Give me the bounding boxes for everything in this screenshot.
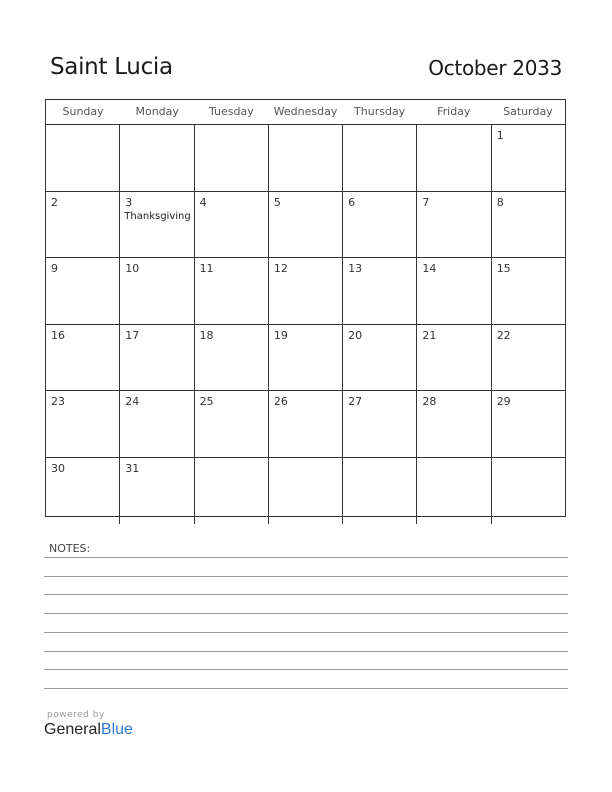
day-cell	[46, 391, 119, 457]
brand-general: General	[44, 721, 101, 738]
day-cell	[194, 458, 268, 524]
day-cell	[119, 391, 193, 457]
day-cell	[268, 325, 342, 391]
calendar-week-row	[46, 125, 565, 191]
notes-line	[44, 632, 568, 633]
day-number: 13	[348, 262, 363, 276]
day-cell	[46, 192, 119, 258]
day-cell	[342, 458, 416, 524]
day-number: 25	[199, 395, 214, 409]
day-cell	[46, 125, 119, 191]
day-number: 4	[199, 195, 207, 209]
day-cell	[342, 192, 416, 258]
day-cell	[119, 258, 193, 324]
calendar-week-row	[46, 457, 565, 524]
calendar-week-row	[46, 324, 565, 391]
weekday-header-row	[46, 100, 565, 125]
day-number: 23	[51, 395, 65, 409]
day-number: 10	[125, 262, 140, 276]
day-number: 19	[273, 328, 288, 342]
day-number: 18	[199, 328, 214, 342]
day-cell	[119, 192, 193, 258]
day-cell	[119, 325, 193, 391]
day-number: 29	[496, 395, 511, 409]
day-number: 21	[422, 328, 437, 342]
day-cell	[491, 391, 565, 457]
calendar-week-row	[46, 191, 565, 258]
weekday-tuesday: Tuesday	[208, 105, 254, 118]
holiday-label: Thanksgiving	[124, 210, 191, 222]
month-year-title: October 2033	[428, 56, 562, 80]
day-cell	[268, 391, 342, 457]
day-number: 20	[348, 328, 363, 342]
day-cell	[491, 192, 565, 258]
weekday-friday: Friday	[437, 105, 471, 118]
day-cell	[119, 125, 193, 191]
weekday-saturday: Saturday	[503, 105, 553, 118]
day-number: 12	[273, 262, 288, 276]
notes-label: NOTES:	[49, 542, 91, 555]
day-number: 31	[125, 461, 140, 475]
day-number: 1	[496, 129, 504, 142]
day-number: 7	[422, 195, 430, 209]
day-number: 3	[125, 195, 133, 209]
day-cell	[268, 458, 342, 524]
day-cell	[119, 458, 193, 524]
day-cell	[194, 391, 268, 457]
day-cell	[194, 258, 268, 324]
calendar-week-row	[46, 257, 565, 324]
day-cell	[416, 325, 490, 391]
day-number: 15	[496, 262, 511, 276]
brand-logo[interactable]	[44, 721, 133, 739]
day-number: 9	[51, 262, 58, 276]
day-cell	[416, 258, 490, 324]
day-cell	[491, 125, 565, 191]
brand-blue: Blue	[100, 721, 133, 738]
day-cell	[46, 258, 119, 324]
day-number: 17	[125, 328, 140, 342]
day-number: 14	[422, 262, 437, 276]
day-number: 24	[125, 395, 140, 409]
day-number: 16	[51, 328, 65, 342]
day-cell	[416, 125, 490, 191]
day-cell	[268, 192, 342, 258]
notes-line	[44, 594, 568, 595]
day-number: 27	[348, 395, 363, 409]
day-number: 26	[273, 395, 288, 409]
day-cell	[342, 325, 416, 391]
calendar-grid	[45, 99, 566, 517]
day-number: 11	[199, 262, 214, 276]
day-number: 28	[422, 395, 437, 409]
day-cell	[342, 391, 416, 457]
day-cell	[491, 325, 565, 391]
weekday-monday: Monday	[135, 105, 179, 118]
day-cell	[491, 258, 565, 324]
notes-line	[44, 651, 568, 652]
day-cell	[194, 125, 268, 191]
country-title: Saint Lucia	[50, 54, 173, 80]
day-cell	[416, 192, 490, 258]
day-cell	[46, 458, 119, 524]
notes-line	[44, 613, 568, 614]
day-cell	[416, 458, 490, 524]
powered-by-text: powered by	[47, 710, 105, 720]
day-cell	[268, 258, 342, 324]
notes-line	[44, 669, 568, 670]
weekday-sunday: Sunday	[62, 105, 104, 118]
day-cell	[194, 192, 268, 258]
day-number: 5	[273, 195, 281, 209]
day-number: 6	[348, 195, 356, 209]
day-cell	[342, 258, 416, 324]
day-cell	[268, 125, 342, 191]
notes-line	[44, 688, 568, 689]
day-cell	[416, 391, 490, 457]
day-number: 8	[496, 195, 504, 209]
day-cell	[194, 325, 268, 391]
day-number: 2	[51, 195, 58, 209]
weekday-wednesday: Wednesday	[273, 105, 338, 118]
day-cell	[491, 458, 565, 524]
calendar-week-row	[46, 390, 565, 457]
day-number: 30	[51, 461, 65, 475]
day-cell	[342, 125, 416, 191]
day-number: 22	[496, 328, 511, 342]
day-cell	[46, 325, 119, 391]
weekday-thursday: Thursday	[354, 105, 406, 118]
notes-line	[44, 557, 568, 558]
notes-line	[44, 576, 568, 577]
calendar-weeks	[46, 125, 565, 524]
